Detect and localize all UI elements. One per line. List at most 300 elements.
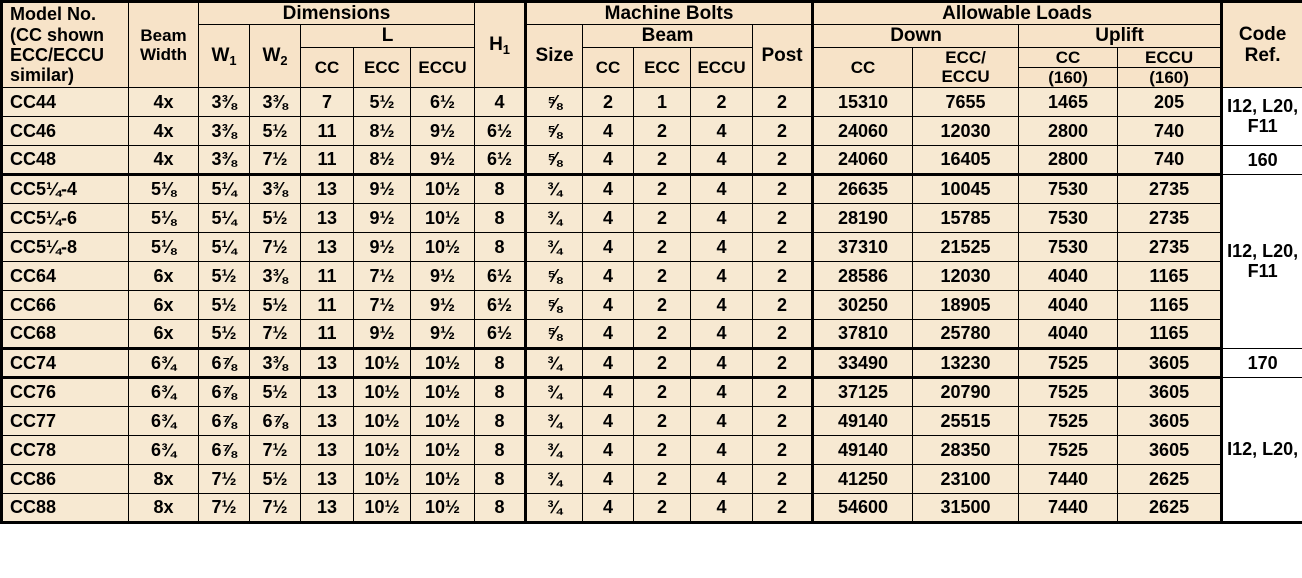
cell-size: ¾ (526, 493, 583, 522)
cell-beam-width: 6x (129, 261, 199, 290)
cell-down-cc: 37125 (813, 377, 913, 406)
cell-uplift-eccu: 740 (1118, 145, 1222, 174)
table-row (2, 116, 1302, 145)
cell-l-ecc: 8½ (354, 116, 411, 145)
cell-bolts-eccu: 4 (691, 145, 753, 174)
cell-beam-width: 5⅛ (129, 232, 199, 261)
cell-w1: 3⅜ (199, 145, 250, 174)
table-row (2, 435, 1302, 464)
header-w1: $W_1$ (199, 25, 250, 87)
cell-beam-width: 8x (129, 493, 199, 522)
cell-post: 2 (753, 261, 813, 290)
cell-l-cc: 7 (301, 87, 354, 116)
cell-w2: 5½ (250, 290, 301, 319)
cell-model: CC5¼-8 (2, 232, 129, 261)
cell-bolts-cc: 4 (583, 348, 634, 377)
cell-down-cc: 24060 (813, 116, 913, 145)
cell-down-cc: 37310 (813, 232, 913, 261)
cell-l-eccu: 9½ (411, 290, 475, 319)
cell-uplift-cc: 4040 (1019, 261, 1118, 290)
cell-l-ecc: 10½ (354, 464, 411, 493)
cell-h1: 8 (475, 464, 526, 493)
cell-down-cc: 24060 (813, 145, 913, 174)
cell-size: ⅝ (526, 290, 583, 319)
cell-l-cc: 13 (301, 348, 354, 377)
cell-model: CC64 (2, 261, 129, 290)
cell-uplift-eccu: 3605 (1118, 377, 1222, 406)
cell-l-eccu: 10½ (411, 464, 475, 493)
cell-l-ecc: 8½ (354, 145, 411, 174)
cell-bolts-eccu: 4 (691, 493, 753, 522)
cell-uplift-cc: 7525 (1019, 406, 1118, 435)
cell-bolts-eccu: 2 (691, 87, 753, 116)
cell-down-ecc: 20790 (913, 377, 1019, 406)
cell-model: CC46 (2, 116, 129, 145)
cell-uplift-cc: 7440 (1019, 464, 1118, 493)
cell-down-cc: 41250 (813, 464, 913, 493)
cell-bolts-ecc: 2 (634, 116, 691, 145)
cell-uplift-eccu: 3605 (1118, 406, 1222, 435)
cell-h1: 6½ (475, 145, 526, 174)
cell-size: ¾ (526, 435, 583, 464)
cell-l-cc: 13 (301, 493, 354, 522)
cell-down-ecc: 7655 (913, 87, 1019, 116)
cell-down-ecc: 25780 (913, 319, 1019, 348)
cell-size: ⅝ (526, 319, 583, 348)
cell-uplift-eccu: 2625 (1118, 493, 1222, 522)
header-model-no (2, 2, 129, 88)
cell-w1: 6⅞ (199, 348, 250, 377)
header-bolts-post: Post (753, 25, 813, 87)
cell-size: ¾ (526, 464, 583, 493)
cell-l-eccu: 9½ (411, 116, 475, 145)
cell-l-eccu: 10½ (411, 377, 475, 406)
table-row (2, 145, 1302, 174)
cell-down-ecc: 16405 (913, 145, 1019, 174)
cell-down-ecc: 13230 (913, 348, 1019, 377)
cell-bolts-ecc: 2 (634, 174, 691, 203)
cell-beam-width: 5⅛ (129, 174, 199, 203)
cell-bolts-eccu: 4 (691, 319, 753, 348)
cell-post: 2 (753, 87, 813, 116)
header-allowable-loads: Allowable Loads (813, 2, 1222, 25)
cell-beam-width: 5⅛ (129, 203, 199, 232)
cell-w1: 3⅜ (199, 116, 250, 145)
cell-code-ref: I12, L20, F11 (1222, 87, 1302, 145)
cell-post: 2 (753, 290, 813, 319)
cell-l-cc: 13 (301, 464, 354, 493)
cell-beam-width: 6x (129, 319, 199, 348)
cell-l-cc: 13 (301, 203, 354, 232)
header-uplift-eccu: ECCU (1118, 47, 1222, 67)
cell-l-ecc: 9½ (354, 319, 411, 348)
cell-model: CC78 (2, 435, 129, 464)
cell-bolts-ecc: 2 (634, 145, 691, 174)
cell-uplift-eccu: 1165 (1118, 290, 1222, 319)
cell-l-ecc: 10½ (354, 493, 411, 522)
cell-uplift-eccu: 205 (1118, 87, 1222, 116)
cell-h1: 8 (475, 406, 526, 435)
cell-post: 2 (753, 435, 813, 464)
cell-model: CC88 (2, 493, 129, 522)
cell-w1: 5¼ (199, 232, 250, 261)
cell-code-ref: 160 (1222, 145, 1302, 174)
cell-l-eccu: 10½ (411, 406, 475, 435)
cell-uplift-cc: 7530 (1019, 174, 1118, 203)
cell-bolts-ecc: 1 (634, 87, 691, 116)
cell-model: CC48 (2, 145, 129, 174)
cell-uplift-eccu: 1165 (1118, 319, 1222, 348)
cell-uplift-cc: 7525 (1019, 435, 1118, 464)
cell-size: ⅝ (526, 145, 583, 174)
cell-bolts-cc: 4 (583, 319, 634, 348)
cell-bolts-ecc: 2 (634, 464, 691, 493)
cell-bolts-eccu: 4 (691, 377, 753, 406)
cell-w1: 5¼ (199, 174, 250, 203)
cell-post: 2 (753, 232, 813, 261)
table-row (2, 348, 1302, 377)
cell-l-ecc: 9½ (354, 174, 411, 203)
cell-down-cc: 49140 (813, 406, 913, 435)
header-beam-width: Beam Width (129, 2, 199, 88)
cell-w1: 7½ (199, 493, 250, 522)
cell-l-cc: 11 (301, 290, 354, 319)
table-row (2, 174, 1302, 203)
cell-uplift-eccu: 2735 (1118, 203, 1222, 232)
cell-beam-width: 6x (129, 290, 199, 319)
header-l-ecc: ECC (354, 47, 411, 87)
cell-w2: 7½ (250, 145, 301, 174)
cell-model: CC74 (2, 348, 129, 377)
cell-code-ref: 170 (1222, 348, 1302, 377)
cell-w2: 7½ (250, 319, 301, 348)
cell-down-cc: 37810 (813, 319, 913, 348)
cell-down-cc: 28586 (813, 261, 913, 290)
cell-uplift-eccu: 3605 (1118, 348, 1222, 377)
cell-post: 2 (753, 464, 813, 493)
cell-l-ecc: 10½ (354, 348, 411, 377)
table-row (2, 406, 1302, 435)
cell-bolts-cc: 4 (583, 261, 634, 290)
cell-size: ¾ (526, 377, 583, 406)
cell-h1: 6½ (475, 319, 526, 348)
cell-w2: 5½ (250, 464, 301, 493)
header-bolt-size: Size (526, 25, 583, 87)
cell-model: CC5¼-4 (2, 174, 129, 203)
cell-bolts-cc: 4 (583, 493, 634, 522)
cell-down-cc: 30250 (813, 290, 913, 319)
cell-uplift-cc: 7440 (1019, 493, 1118, 522)
cell-bolts-eccu: 4 (691, 464, 753, 493)
cell-post: 2 (753, 174, 813, 203)
table-row (2, 319, 1302, 348)
cell-bolts-ecc: 2 (634, 203, 691, 232)
cell-beam-width: 6¾ (129, 377, 199, 406)
cell-uplift-cc: 7525 (1019, 377, 1118, 406)
cell-post: 2 (753, 377, 813, 406)
cell-down-ecc: 10045 (913, 174, 1019, 203)
cell-down-ecc: 28350 (913, 435, 1019, 464)
cell-model: CC86 (2, 464, 129, 493)
cell-uplift-eccu: 2735 (1118, 174, 1222, 203)
cell-uplift-cc: 7530 (1019, 203, 1118, 232)
header-uplift-cc-160: (160) (1019, 67, 1118, 87)
cell-h1: 8 (475, 493, 526, 522)
cell-l-eccu: 10½ (411, 493, 475, 522)
header-l: L (301, 25, 475, 47)
cell-bolts-cc: 2 (583, 87, 634, 116)
cell-l-eccu: 9½ (411, 319, 475, 348)
cell-l-ecc: 10½ (354, 377, 411, 406)
cell-uplift-cc: 7530 (1019, 232, 1118, 261)
cell-bolts-cc: 4 (583, 116, 634, 145)
cell-bolts-ecc: 2 (634, 232, 691, 261)
cell-beam-width: 4x (129, 116, 199, 145)
header-model-no-note: (CC shown ECC/ECCU similar) (10, 24, 105, 85)
table-row (2, 290, 1302, 319)
cell-l-eccu: 9½ (411, 261, 475, 290)
cell-down-ecc: 23100 (913, 464, 1019, 493)
cell-l-eccu: 10½ (411, 435, 475, 464)
cell-w2: 3⅜ (250, 174, 301, 203)
cell-uplift-cc: 2800 (1019, 116, 1118, 145)
cell-beam-width: 6¾ (129, 348, 199, 377)
header-code-ref: Code Ref. (1222, 2, 1302, 88)
table-row (2, 87, 1302, 116)
cell-l-cc: 11 (301, 261, 354, 290)
cell-down-cc: 28190 (813, 203, 913, 232)
cell-w1: 7½ (199, 464, 250, 493)
header-down-ecc-eccu: ECC/ ECCU (913, 47, 1019, 87)
cell-w2: 5½ (250, 116, 301, 145)
cell-size: ¾ (526, 406, 583, 435)
cell-model: CC68 (2, 319, 129, 348)
header-down-cc: CC (813, 47, 913, 87)
table-row (2, 464, 1302, 493)
cell-l-eccu: 10½ (411, 232, 475, 261)
cell-down-cc: 15310 (813, 87, 913, 116)
cell-bolts-cc: 4 (583, 145, 634, 174)
cell-down-cc: 26635 (813, 174, 913, 203)
cell-l-ecc: 7½ (354, 261, 411, 290)
cell-l-eccu: 10½ (411, 174, 475, 203)
cell-post: 2 (753, 348, 813, 377)
header-machine-bolts: Machine Bolts (526, 2, 813, 25)
cell-bolts-ecc: 2 (634, 435, 691, 464)
cell-bolts-eccu: 4 (691, 203, 753, 232)
header-bolts-eccu: ECCU (691, 47, 753, 87)
cell-down-ecc: 31500 (913, 493, 1019, 522)
header-l-eccu: ECCU (411, 47, 475, 87)
cell-uplift-cc: 7525 (1019, 348, 1118, 377)
cell-l-cc: 13 (301, 377, 354, 406)
cell-post: 2 (753, 203, 813, 232)
cell-bolts-cc: 4 (583, 464, 634, 493)
cell-model: CC76 (2, 377, 129, 406)
cell-h1: 6½ (475, 290, 526, 319)
cell-h1: 4 (475, 87, 526, 116)
cell-l-eccu: 9½ (411, 145, 475, 174)
cell-beam-width: 4x (129, 145, 199, 174)
cell-bolts-cc: 4 (583, 174, 634, 203)
cell-w1: 5½ (199, 261, 250, 290)
cell-w1: 6⅞ (199, 406, 250, 435)
cell-h1: 8 (475, 435, 526, 464)
table-header (2, 2, 1302, 88)
cell-h1: 6½ (475, 116, 526, 145)
cell-h1: 8 (475, 232, 526, 261)
cell-down-cc: 54600 (813, 493, 913, 522)
cell-size: ¾ (526, 348, 583, 377)
cell-l-cc: 11 (301, 116, 354, 145)
cell-uplift-cc: 4040 (1019, 319, 1118, 348)
cell-uplift-eccu: 740 (1118, 116, 1222, 145)
cell-w1: 6⅞ (199, 435, 250, 464)
cell-size: ⅝ (526, 87, 583, 116)
cell-w2: 5½ (250, 377, 301, 406)
cell-uplift-cc: 2800 (1019, 145, 1118, 174)
cell-uplift-eccu: 2735 (1118, 232, 1222, 261)
cell-post: 2 (753, 319, 813, 348)
cell-w1: 5½ (199, 290, 250, 319)
cell-down-ecc: 25515 (913, 406, 1019, 435)
cell-bolts-eccu: 4 (691, 435, 753, 464)
cell-bolts-ecc: 2 (634, 261, 691, 290)
cell-down-ecc: 18905 (913, 290, 1019, 319)
cell-size: ⅝ (526, 261, 583, 290)
cell-down-ecc: 21525 (913, 232, 1019, 261)
cell-size: ¾ (526, 174, 583, 203)
header-bolts-cc: CC (583, 47, 634, 87)
cell-l-eccu: 10½ (411, 203, 475, 232)
cell-bolts-ecc: 2 (634, 319, 691, 348)
cell-beam-width: 6¾ (129, 406, 199, 435)
cell-bolts-ecc: 2 (634, 377, 691, 406)
cell-bolts-eccu: 4 (691, 348, 753, 377)
header-down: Down (813, 25, 1019, 47)
cell-bolts-ecc: 2 (634, 348, 691, 377)
cell-h1: 8 (475, 174, 526, 203)
cell-bolts-cc: 4 (583, 203, 634, 232)
header-h1: $H_1$ (475, 2, 526, 88)
table-row (2, 377, 1302, 406)
cell-bolts-eccu: 4 (691, 232, 753, 261)
cell-down-ecc: 12030 (913, 261, 1019, 290)
cell-bolts-eccu: 4 (691, 261, 753, 290)
cell-post: 2 (753, 406, 813, 435)
header-model-no-title: Model No. (10, 4, 96, 25)
cell-down-ecc: 15785 (913, 203, 1019, 232)
cell-w2: 3⅜ (250, 87, 301, 116)
cell-size: ¾ (526, 203, 583, 232)
cell-w2: 6⅞ (250, 406, 301, 435)
cell-uplift-cc: 4040 (1019, 290, 1118, 319)
cell-model: CC77 (2, 406, 129, 435)
cell-l-eccu: 6½ (411, 87, 475, 116)
cell-size: ⅝ (526, 116, 583, 145)
cell-down-ecc: 12030 (913, 116, 1019, 145)
cell-w1: 5½ (199, 319, 250, 348)
table-row (2, 232, 1302, 261)
cell-bolts-eccu: 4 (691, 406, 753, 435)
cell-model: CC44 (2, 87, 129, 116)
cell-post: 2 (753, 145, 813, 174)
cell-code-ref: I12, L20, (1222, 377, 1302, 522)
cell-w2: 7½ (250, 232, 301, 261)
cell-bolts-cc: 4 (583, 232, 634, 261)
cell-down-cc: 33490 (813, 348, 913, 377)
cell-h1: 8 (475, 203, 526, 232)
cell-l-cc: 11 (301, 319, 354, 348)
cell-bolts-ecc: 2 (634, 493, 691, 522)
cell-bolts-cc: 4 (583, 406, 634, 435)
cell-h1: 8 (475, 348, 526, 377)
cell-model: CC66 (2, 290, 129, 319)
header-bolts-ecc: ECC (634, 47, 691, 87)
cell-code-ref: I12, L20, F11 (1222, 174, 1302, 348)
header-uplift-eccu-160: (160) (1118, 67, 1222, 87)
cell-w2: 3⅜ (250, 348, 301, 377)
cell-w1: 6⅞ (199, 377, 250, 406)
cell-l-ecc: 10½ (354, 435, 411, 464)
cell-l-ecc: 5½ (354, 87, 411, 116)
cell-uplift-eccu: 1165 (1118, 261, 1222, 290)
cell-h1: 6½ (475, 261, 526, 290)
cell-w2: 3⅜ (250, 261, 301, 290)
cell-w1: 5¼ (199, 203, 250, 232)
cell-w1: 3⅜ (199, 87, 250, 116)
header-dimensions: Dimensions (199, 2, 475, 25)
cell-l-ecc: 9½ (354, 203, 411, 232)
header-w2: $W_2$ (250, 25, 301, 87)
cell-bolts-cc: 4 (583, 377, 634, 406)
cell-l-ecc: 10½ (354, 406, 411, 435)
cell-bolts-eccu: 4 (691, 174, 753, 203)
cell-post: 2 (753, 116, 813, 145)
cell-w2: 5½ (250, 203, 301, 232)
table-body (2, 87, 1302, 522)
cell-beam-width: 8x (129, 464, 199, 493)
cell-beam-width: 4x (129, 87, 199, 116)
cell-l-cc: 13 (301, 435, 354, 464)
cell-bolts-eccu: 4 (691, 116, 753, 145)
header-bolts-beam: Beam (583, 25, 753, 47)
cell-bolts-eccu: 4 (691, 290, 753, 319)
header-uplift: Uplift (1019, 25, 1222, 47)
cell-post: 2 (753, 493, 813, 522)
cell-down-cc: 49140 (813, 435, 913, 464)
cell-uplift-cc: 1465 (1019, 87, 1118, 116)
cell-w2: 7½ (250, 435, 301, 464)
cell-bolts-cc: 4 (583, 435, 634, 464)
cell-model: CC5¼-6 (2, 203, 129, 232)
cell-l-ecc: 9½ (354, 232, 411, 261)
cell-bolts-cc: 4 (583, 290, 634, 319)
table-row (2, 203, 1302, 232)
cell-uplift-eccu: 2625 (1118, 464, 1222, 493)
cell-l-cc: 13 (301, 232, 354, 261)
cell-l-cc: 13 (301, 174, 354, 203)
header-l-cc: CC (301, 47, 354, 87)
table-row (2, 261, 1302, 290)
cell-l-cc: 11 (301, 145, 354, 174)
cell-l-eccu: 10½ (411, 348, 475, 377)
cell-beam-width: 6¾ (129, 435, 199, 464)
header-uplift-cc: CC (1019, 47, 1118, 67)
cell-size: ¾ (526, 232, 583, 261)
cell-l-cc: 13 (301, 406, 354, 435)
cell-w2: 7½ (250, 493, 301, 522)
